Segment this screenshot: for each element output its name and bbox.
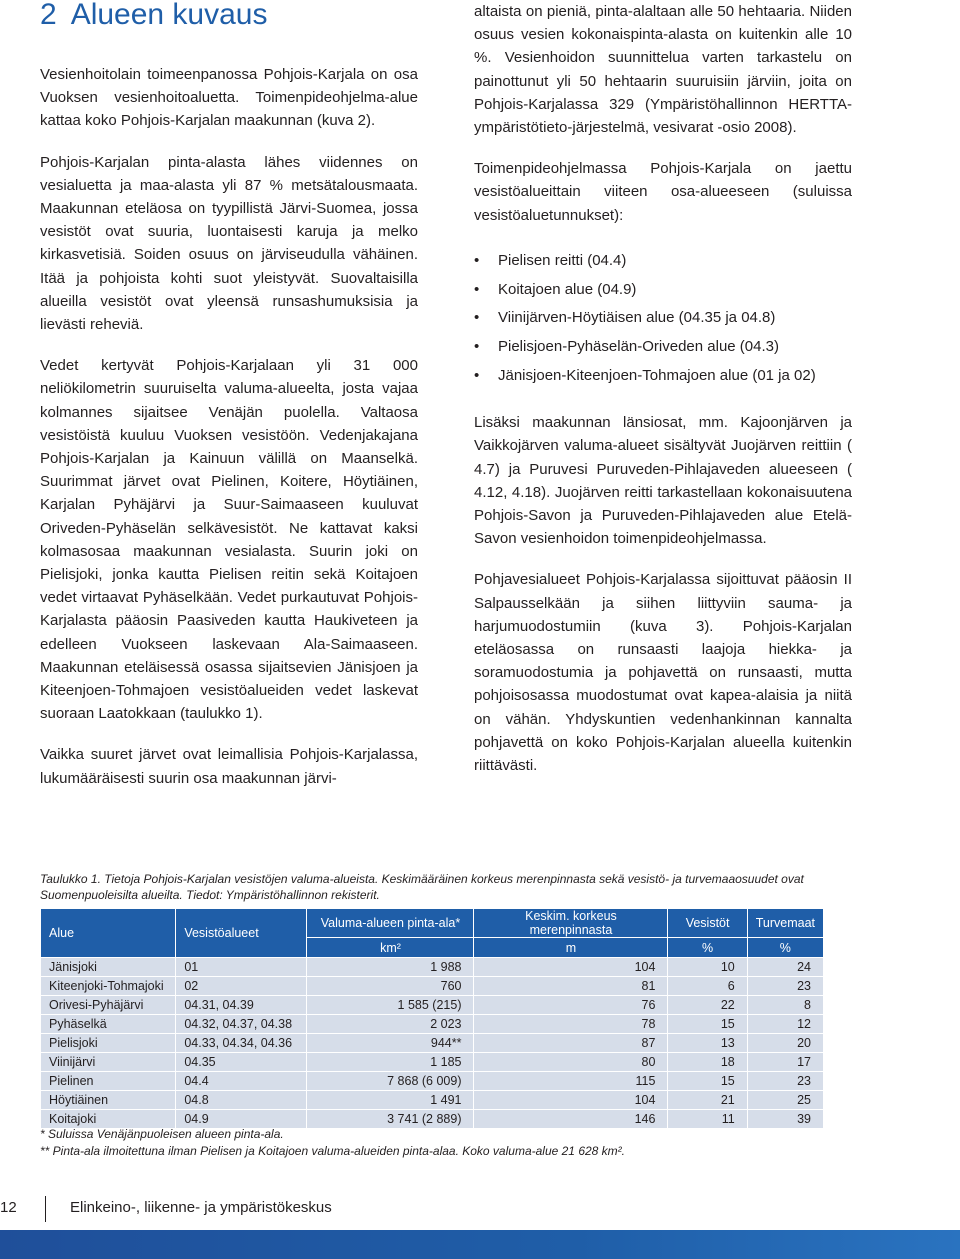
- right-column: [474, 0, 852, 795]
- unit-turvemaat: %: [747, 938, 823, 958]
- table-cell: 8: [747, 996, 823, 1015]
- paragraph: Pohjavesialueet Pohjois-Karjalassa sijoittuvat pääosin II Salpausselkään ja siihen liittyviin sauma- ja harjumuodostumiin (kuva 3). Pohjois-Karjalan eteläosassa on runsaasti laajoja hiekka- ja soramuodostumia ja pohjavettä on runsaasti, mutta pohjoisosassa muodostumat ovat kapea-alaisia ja niitä on vähän. Yhdyskuntien vedenhankinnan kannalta pohjavettä on koko Pohjois-Karjalan alueella kuitenkin riittävästi.: [474, 571, 852, 775]
- table-cell: 1 988: [307, 958, 474, 977]
- table-cell: 22: [668, 996, 747, 1015]
- table-row: [41, 977, 824, 996]
- section-title: Alueen kuvaus: [70, 0, 268, 31]
- table-cell: 21: [668, 1091, 747, 1110]
- watershed-table: [40, 908, 824, 1129]
- table-cell: 2 023: [307, 1015, 474, 1034]
- table-cell: 01: [176, 958, 307, 977]
- page-number: 12: [0, 1199, 17, 1216]
- table-cell: 18: [668, 1053, 747, 1072]
- paragraph: Pohjois-Karjalan pinta-alasta lähes viidennes on vesialuetta ja maa-alasta yli 87 % metsätalousmaata. Maakunnan eteläosa on tyypillistä Järvi-Suomea, jossa vesistöt ovat suuria, luontaisesti karuja ja melko kirkasvetisiä. Soiden osuus on järviseudulla vähäinen. Itää ja pohjoista kohti suot yleistyvät. Suovaltaisilla alueilla vesistöt ovat yleensä runsashumuksisia ja lievästi reheviä.: [40, 153, 418, 334]
- table-cell: Pyhäselkä: [41, 1015, 176, 1034]
- section-heading: [40, 0, 268, 30]
- table-cell: 23: [747, 1072, 823, 1091]
- table-cell: 81: [474, 977, 668, 996]
- area-list: [474, 249, 852, 387]
- header-vesistot: Vesistöt: [668, 909, 747, 938]
- table-cell: 87: [474, 1034, 668, 1053]
- table-cell: Kiteenjoki-Tohmajoki: [41, 977, 176, 996]
- table-cell: 1 585 (215): [307, 996, 474, 1015]
- table-row: [41, 996, 824, 1015]
- table-cell: 80: [474, 1053, 668, 1072]
- table-header-row: [41, 909, 824, 938]
- table-note: ** Pinta-ala ilmoitettuna ilman Pielisen ja Koitajoen valuma-alueiden pinta-alaa. Koko valuma-alue 21 628 km².: [40, 1144, 625, 1158]
- table-cell: 04.31, 04.39: [176, 996, 307, 1015]
- header-vesistoalueet: Vesistöalueet: [176, 909, 307, 958]
- table-cell: 17: [747, 1053, 823, 1072]
- table-cell: 11: [668, 1110, 747, 1129]
- table-cell: 104: [474, 1091, 668, 1110]
- table-cell: 24: [747, 958, 823, 977]
- table-cell: 76: [474, 996, 668, 1015]
- header-turvemaat: Turvemaat: [747, 909, 823, 938]
- list-item: • Pielisen reitti (04.4): [474, 249, 852, 272]
- table-cell: 7 868 (6 009): [307, 1072, 474, 1091]
- table-row: [41, 1091, 824, 1110]
- footer-color-bar: [0, 1230, 960, 1259]
- table-cell: 146: [474, 1110, 668, 1129]
- page-footer: [0, 1196, 960, 1224]
- paragraph: Toimenpideohjelmassa Pohjois-Karjala on jaettu vesistöalueittain viiteen osa-alueeseen (suluissa vesistöaluetunnukset):: [474, 160, 852, 224]
- table-row: [41, 1053, 824, 1072]
- list-item: • Viinijärven-Höytiäisen alue (04.35 ja 04.8): [474, 306, 852, 329]
- list-item: • Pielisjoen-Pyhäselän-Oriveden alue (04.3): [474, 335, 852, 358]
- table-cell: 39: [747, 1110, 823, 1129]
- table-cell: 04.35: [176, 1053, 307, 1072]
- unit-pinta-ala: km²: [307, 938, 474, 958]
- table-cell: 78: [474, 1015, 668, 1034]
- table-cell: 104: [474, 958, 668, 977]
- table-cell: 1 185: [307, 1053, 474, 1072]
- table-cell: Pielisjoki: [41, 1034, 176, 1053]
- table-cell: 13: [668, 1034, 747, 1053]
- table-cell: 15: [668, 1015, 747, 1034]
- table-note: * Suluissa Venäjänpuoleisen alueen pinta-ala.: [40, 1127, 284, 1141]
- table-cell: Höytiäinen: [41, 1091, 176, 1110]
- table-cell: 04.9: [176, 1110, 307, 1129]
- table-row: [41, 1034, 824, 1053]
- list-item: • Koitajoen alue (04.9): [474, 278, 852, 301]
- header-alue: Alue: [41, 909, 176, 958]
- table-cell: Orivesi-Pyhäjärvi: [41, 996, 176, 1015]
- table-cell: 15: [668, 1072, 747, 1091]
- table-cell: 02: [176, 977, 307, 996]
- section-number: 2: [40, 0, 57, 31]
- table-cell: 25: [747, 1091, 823, 1110]
- unit-korkeus: m: [474, 938, 668, 958]
- table-cell: 3 741 (2 889): [307, 1110, 474, 1129]
- table-cell: Koitajoki: [41, 1110, 176, 1129]
- list-item: • Jänisjoen-Kiteenjoen-Tohmajoen alue (01 ja 02): [474, 364, 852, 387]
- table-cell: Jänisjoki: [41, 958, 176, 977]
- paragraph: Vesienhoitolain toimeenpanossa Pohjois-Karjala on osa Vuoksen vesienhoitoaluetta. Toimenpideohjelma-alue kattaa koko Pohjois-Karjalan maakunnan (kuva 2).: [40, 66, 418, 130]
- table-cell: 115: [474, 1072, 668, 1091]
- table-row: [41, 958, 824, 977]
- paragraph: altaista on pieniä, pinta-alaltaan alle 50 hehtaaria. Niiden osuus vesien kokonaispinta-alasta on kuitenkin alle 10 %. Vesienhoidon suunnittelua varten tarkastelu on painottunut yli 50 hehtaarin suuruisiin järviin, joita on Pohjois-Karjalassa 329 (Ympäristöhallinnon HERTTA-ympäristötieto-järjestelmä, vesivarat -osio 2008).: [474, 3, 852, 137]
- table-cell: 20: [747, 1034, 823, 1053]
- table-cell: Pielinen: [41, 1072, 176, 1091]
- left-column: [40, 63, 418, 808]
- table-cell: 760: [307, 977, 474, 996]
- header-korkeus: Keskim. korkeus merenpinnasta: [474, 909, 668, 938]
- header-pinta-ala: Valuma-alueen pinta-ala*: [307, 909, 474, 938]
- table-cell: 04.4: [176, 1072, 307, 1091]
- table-caption: Taulukko 1. Tietoja Pohjois-Karjalan vesistöjen valuma-alueista. Keskimääräinen korkeus merenpinnasta sekä vesistö- ja turvemaaosuudet ovat Suomenpuoleisilta alueilta. Tiedot: Ympäristöhallinnon rekisterit.: [40, 872, 804, 902]
- table-cell: 944**: [307, 1034, 474, 1053]
- table-cell: 04.32, 04.37, 04.38: [176, 1015, 307, 1034]
- table-cell: 04.33, 04.34, 04.36: [176, 1034, 307, 1053]
- table-body: [41, 958, 824, 1129]
- organization-name: Elinkeino-, liikenne- ja ympäristökeskus: [70, 1199, 332, 1216]
- table-notes: [40, 1126, 860, 1160]
- table-cell: 04.8: [176, 1091, 307, 1110]
- paragraph: Vaikka suuret järvet ovat leimallisia Pohjois-Karjalassa, lukumääräisesti suurin osa maakunnan järvi-: [40, 746, 418, 787]
- table-cell: 10: [668, 958, 747, 977]
- table-cell: 1 491: [307, 1091, 474, 1110]
- table-cell: Viinijärvi: [41, 1053, 176, 1072]
- paragraph: Vedet kertyvät Pohjois-Karjalaan yli 31 000 neliökilometrin suuruiselta valuma-alueelta, josta vajaa kolmannes sijaitsee Venäjän puolella. Valtaosa vesistöistä kuuluu Vuoksen vesistöön. Vedenjakajana Pohjois-Karjalan ja Kainuun välillä on Maanselkä. Suurimmat järvet ovat Pielinen, Koitere, Höytiäinen, Karjalan Pyhäjärvi ja Suur-Saimaaseen kuuluvat Oriveden-Pyhäselän selkävesistöt. Ne kattavat kaksi kolmasosaa maakunnan vesialasta. Suurin joki on Pielisjoki, jonka kautta Pielisen reitin sekä Koitajoen vedet virtaavat Pyhäselkään. Vedet purkautuvat Pohjois-Karjalasta pääosin Paasiveden kautta Haukiveteen ja edelleen Vuokseen laskevaan Ala-Saimaaseen. Maakunnan eteläisessä osassa sijaitsevien Jänisjoen ja Kiteenjoen-Tohmajoen vesistöalueiden vedet laskevat suoraan Laatokkaan (taulukko 1).: [40, 357, 418, 723]
- table-row: [41, 1072, 824, 1091]
- table-cell: 6: [668, 977, 747, 996]
- footer-divider: [45, 1196, 46, 1222]
- table-row: [41, 1015, 824, 1034]
- unit-vesistot: %: [668, 938, 747, 958]
- table-cell: 12: [747, 1015, 823, 1034]
- paragraph: Lisäksi maakunnan länsiosat, mm. Kajoonjärven ja Vaikkojärven valuma-alueet sisältyvät Juojärven reittiin ( 4.7) ja Puruvesi Puruveden-Pihlajaveden alueeseen ( 4.12, 4.18). Juojärven reitti tarkastellaan kokonaisuutena Pohjois-Savon ja Puruveden-Pihlajaveden alue Etelä-Savon vesienhoidon toimenpideohjelmassa.: [474, 414, 852, 548]
- table-cell: 23: [747, 977, 823, 996]
